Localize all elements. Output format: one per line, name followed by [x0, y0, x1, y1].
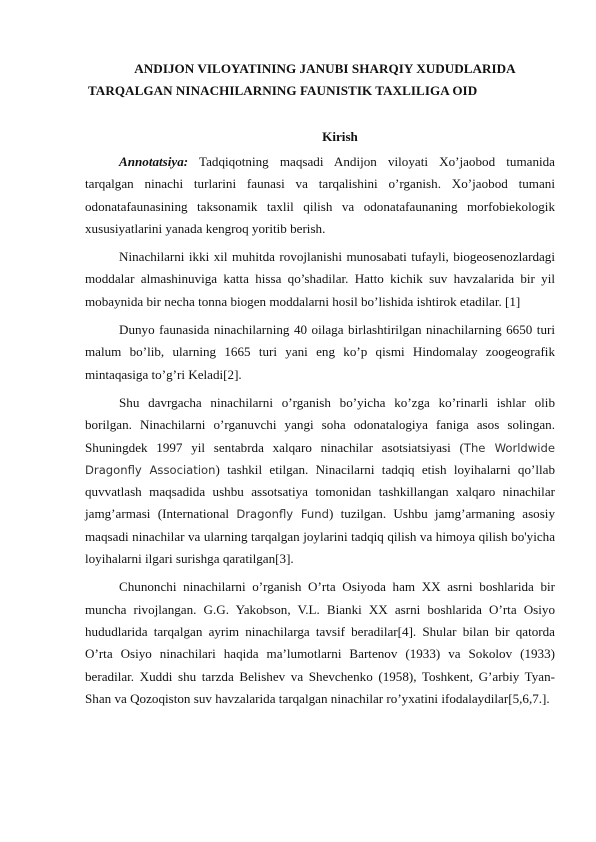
fund-name: Dragonfly Fund: [236, 507, 329, 522]
paragraph-3: [85, 392, 555, 570]
title-line-2: TARQALGAN NINACHILARNING FAUNISTIK TAXLILIGA OID: [88, 83, 478, 98]
title-line-1: ANDIJON VILOYATINING JANUBI SHARQIY XUDUDLARIDA: [134, 61, 516, 76]
section-heading: Kirish: [322, 129, 358, 144]
annotation-label: Annotatsiya:: [119, 154, 189, 169]
paragraph-3-part-c: ) tashkil etilgan. Ninacilarni tadqiq etish loyihalarni qo’llab quvvatlash maqsadida ushbu assotsatiya tomonidan tashkillangan xalqaro ninachilar jamg’armasi (International: [85, 461, 555, 522]
paragraph-2: Dunyo faunasida ninachilarning 40 oilaga birlashtirilgan ninachilarning 6650 turi malum bo’lib, ularning 1665 turi yani eng ko’p qismi Hindomalay zoogeografik mintaqasiga to’g’ri Keladi[2].: [85, 322, 555, 382]
association-name: The Worldwide Dragonfly Association: [85, 440, 555, 477]
annotation-text: Tadqiqotning maqsadi Andijon viloyati Xo’jaobod tumanida tarqalgan ninachi turlarini faunasi va tarqalishini o’rganish. Xo’jaobod tumani odonatafaunasining taksonamik taxlil qilish va odonatafaunaning morfobiekologik xususiyatlarini yanada kengroq yoritib berish.: [85, 154, 555, 236]
paragraph-3-part-e: ) tuzilgan. Ushbu jamg’armaning asosiy maqsadi ninachilar va ularning tarqalgan joylarini tadqiq qilish va himoya qilish bo'yicha loyihalarni ilgari surishga qaratilgan[3].: [85, 506, 555, 567]
body-text: [85, 151, 555, 710]
paragraph-3-part-a: Shu davrgacha ninachilarni o’rganish bo’yicha ko’zga ko’rinarli ishlar olib borilgan. Ninachilarni o’rganuvchi yangi soha odonatalogiya faniga asos solingan. Shuningdek 1997 yil sentabrda xalqaro ninachilar asotsiatsiyasi (: [85, 394, 555, 455]
paragraph-1: Ninachilarni ikki xil muhitda rovojlanishi munosabati tufayli, biogeosenozlardagi moddalar almashinuviga katta hissa qo’shadilar. Hatto kichik suv havzalarida bir yil mobaynida bir necha tonna biogen moddalarni hosil bo’lishida ishtirok etadilar. [1]: [85, 249, 555, 309]
annotation-paragraph: [85, 151, 555, 240]
paragraph-4: Chunonchi ninachilarni o’rganish O’rta Osiyoda ham XX asrni boshlarida bir muncha rivojlangan. G.G. Yakobson, V.L. Bianki XX asrni boshlarida O’rta Osiyo hududlarida tarqalgan ayrim ninachilarga tavsif beradilar[4]. Shular bilan bir qatorda O’rta Osiyo ninachilari haqida ma’lumotlarni Bartenov (1933) va Sokolov (1933) beradilar. Xuddi shu tarzda Belishev va Shevchenko (1958), Toshkent, G’arbiy Tyan-Shan va Qozoqiston suv havzalarida tarqalgan ninachilar ro’yxatini ifodalaydilar[5,6,7.].: [85, 579, 555, 706]
